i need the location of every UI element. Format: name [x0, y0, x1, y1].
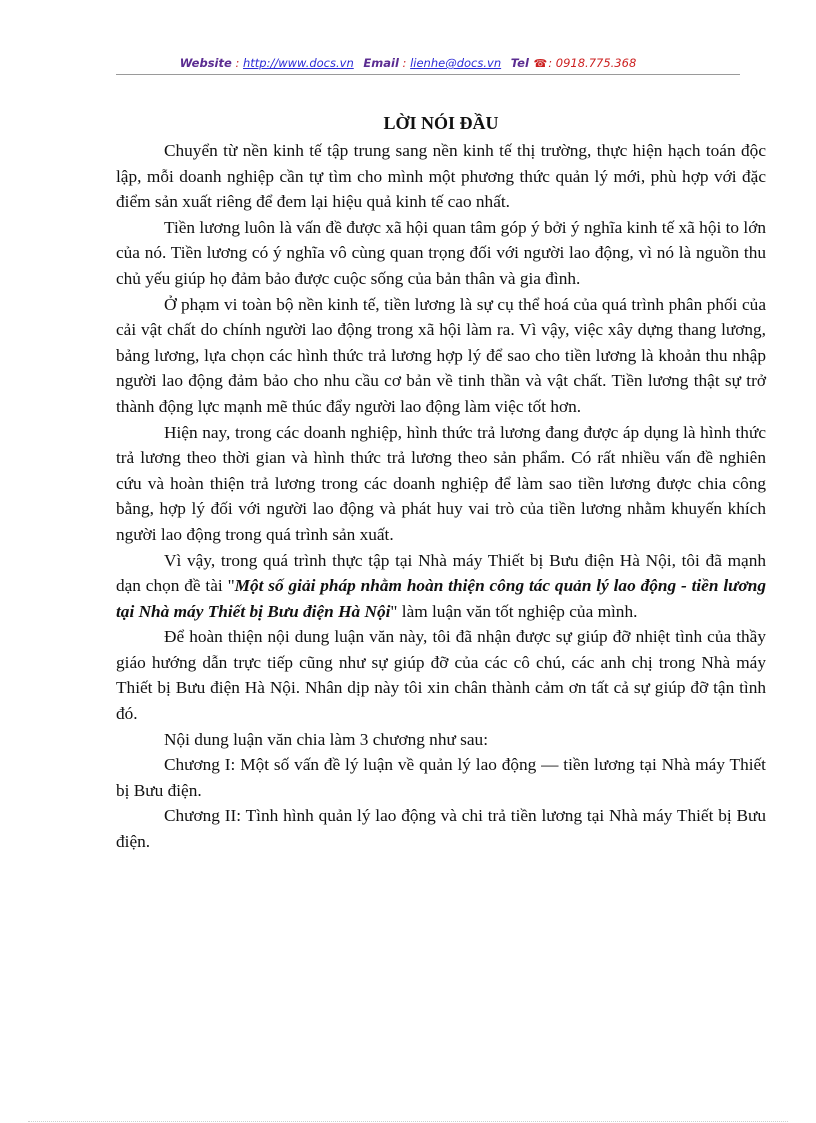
paragraph-5	[116, 548, 766, 625]
footer-divider	[28, 1121, 788, 1122]
paragraph-1: Chuyển từ nền kinh tế tập trung sang nền kinh tế thị trường, thực hiện hạch toán độc lập, mỗi doanh nghiệp cần tự tìm cho mình một phương thức quản lý mới, phù hợp với đặc điểm sản xuất riêng để đem lại hiệu quả kinh tế cao nhất.	[116, 141, 766, 212]
website-link[interactable]: http://www.docs.vn	[242, 56, 354, 70]
header-divider	[116, 74, 740, 75]
tel-label: Tel	[510, 56, 529, 70]
paragraph-7: Nội dung luận văn chia làm 3 chương như sau:	[164, 729, 488, 749]
tel-value: : 0918.775.368	[548, 56, 637, 70]
paragraph-5-tail: " làm luận văn tốt nghiệp của mình.	[390, 601, 638, 621]
chapter-2-summary: Chương II: Tình hình quản lý lao động và chi trả tiền lương tại Nhà máy Thiết bị Bưu điện.	[116, 806, 766, 852]
page-header	[0, 56, 816, 70]
email-label: Email	[363, 56, 399, 70]
document-body	[116, 110, 766, 855]
email-separator: :	[398, 56, 411, 70]
paragraph-3: Ở phạm vi toàn bộ nền kinh tế, tiền lương là sự cụ thể hoá của quá trình phân phối của cải vật chất do chính người lao động trong xã hội làm ra. Vì vậy, việc xây dựng thang lương, bảng lương, lựa chọn các hình thức trả lương hợp lý để sao cho tiền lương là khoản thu nhập người lao động đảm bảo cho nhu cầu cơ bản về tinh thần và vật chất. Tiền lương thật sự trở thành động lực mạnh mẽ thúc đẩy người lao động làm việc tốt hơn.	[116, 294, 766, 416]
phone-icon: ☎	[533, 57, 548, 70]
paragraph-4: Hiện nay, trong các doanh nghiệp, hình thức trả lương đang được áp dụng là hình thức trả lương theo thời gian và hình thức trả lương theo sản phẩm. Có rất nhiều vấn đề nghiên cứu và hoàn thiện trả lương trong các doanh nghiệp để làm sao tiền lương được chia công bằng, hợp lý đối với người lao động và phát huy vai trò của tiền lương nhằm khuyến khích người lao động trong quá trình sản xuất.	[116, 422, 766, 544]
chapter-1-summary: Chương I: Một số vấn đề lý luận về quản lý lao động — tiền lương tại Nhà máy Thiết bị Bưu điện.	[116, 755, 766, 800]
paragraph-5-lead: Vì vậy, trong quá trình thực tập tại Nhà máy Thiết bị Bưu điện Hà Nội, tôi đã mạnh dạn chọn đề tài "	[116, 550, 766, 596]
website-separator: :	[231, 56, 243, 70]
thesis-topic: Một số giải pháp nhằm hoàn thiện công tác quản lý lao động - tiền lương tại Nhà máy Thiết bị Bưu điện Hà Nội	[116, 576, 766, 621]
website-label: Website	[179, 56, 232, 70]
paragraph-6: Để hoàn thiện nội dung luận văn này, tôi đã nhận được sự giúp đỡ nhiệt tình của thầy giáo hướng dẫn trực tiếp cũng như sự giúp đỡ của các cô chú, các anh chị trong Nhà máy Thiết bị Bưu điện Hà Nội. Nhân dịp này tôi xin chân thành cảm ơn tất cả sự giúp đỡ tận tình đó.	[116, 627, 766, 724]
page-title: LỜI NÓI ĐẦU	[383, 113, 499, 133]
paragraph-2: Tiền lương luôn là vấn đề được xã hội quan tâm góp ý bởi ý nghĩa kinh tế xã hội to lớn của nó. Tiền lương có ý nghĩa vô cùng quan trọng đối với người lao động, vì nó là nguồn thu chủ yếu giúp họ đảm bảo được cuộc sống của bản thân và gia đình.	[116, 217, 766, 288]
email-link[interactable]: lienhe@docs.vn	[410, 56, 502, 70]
